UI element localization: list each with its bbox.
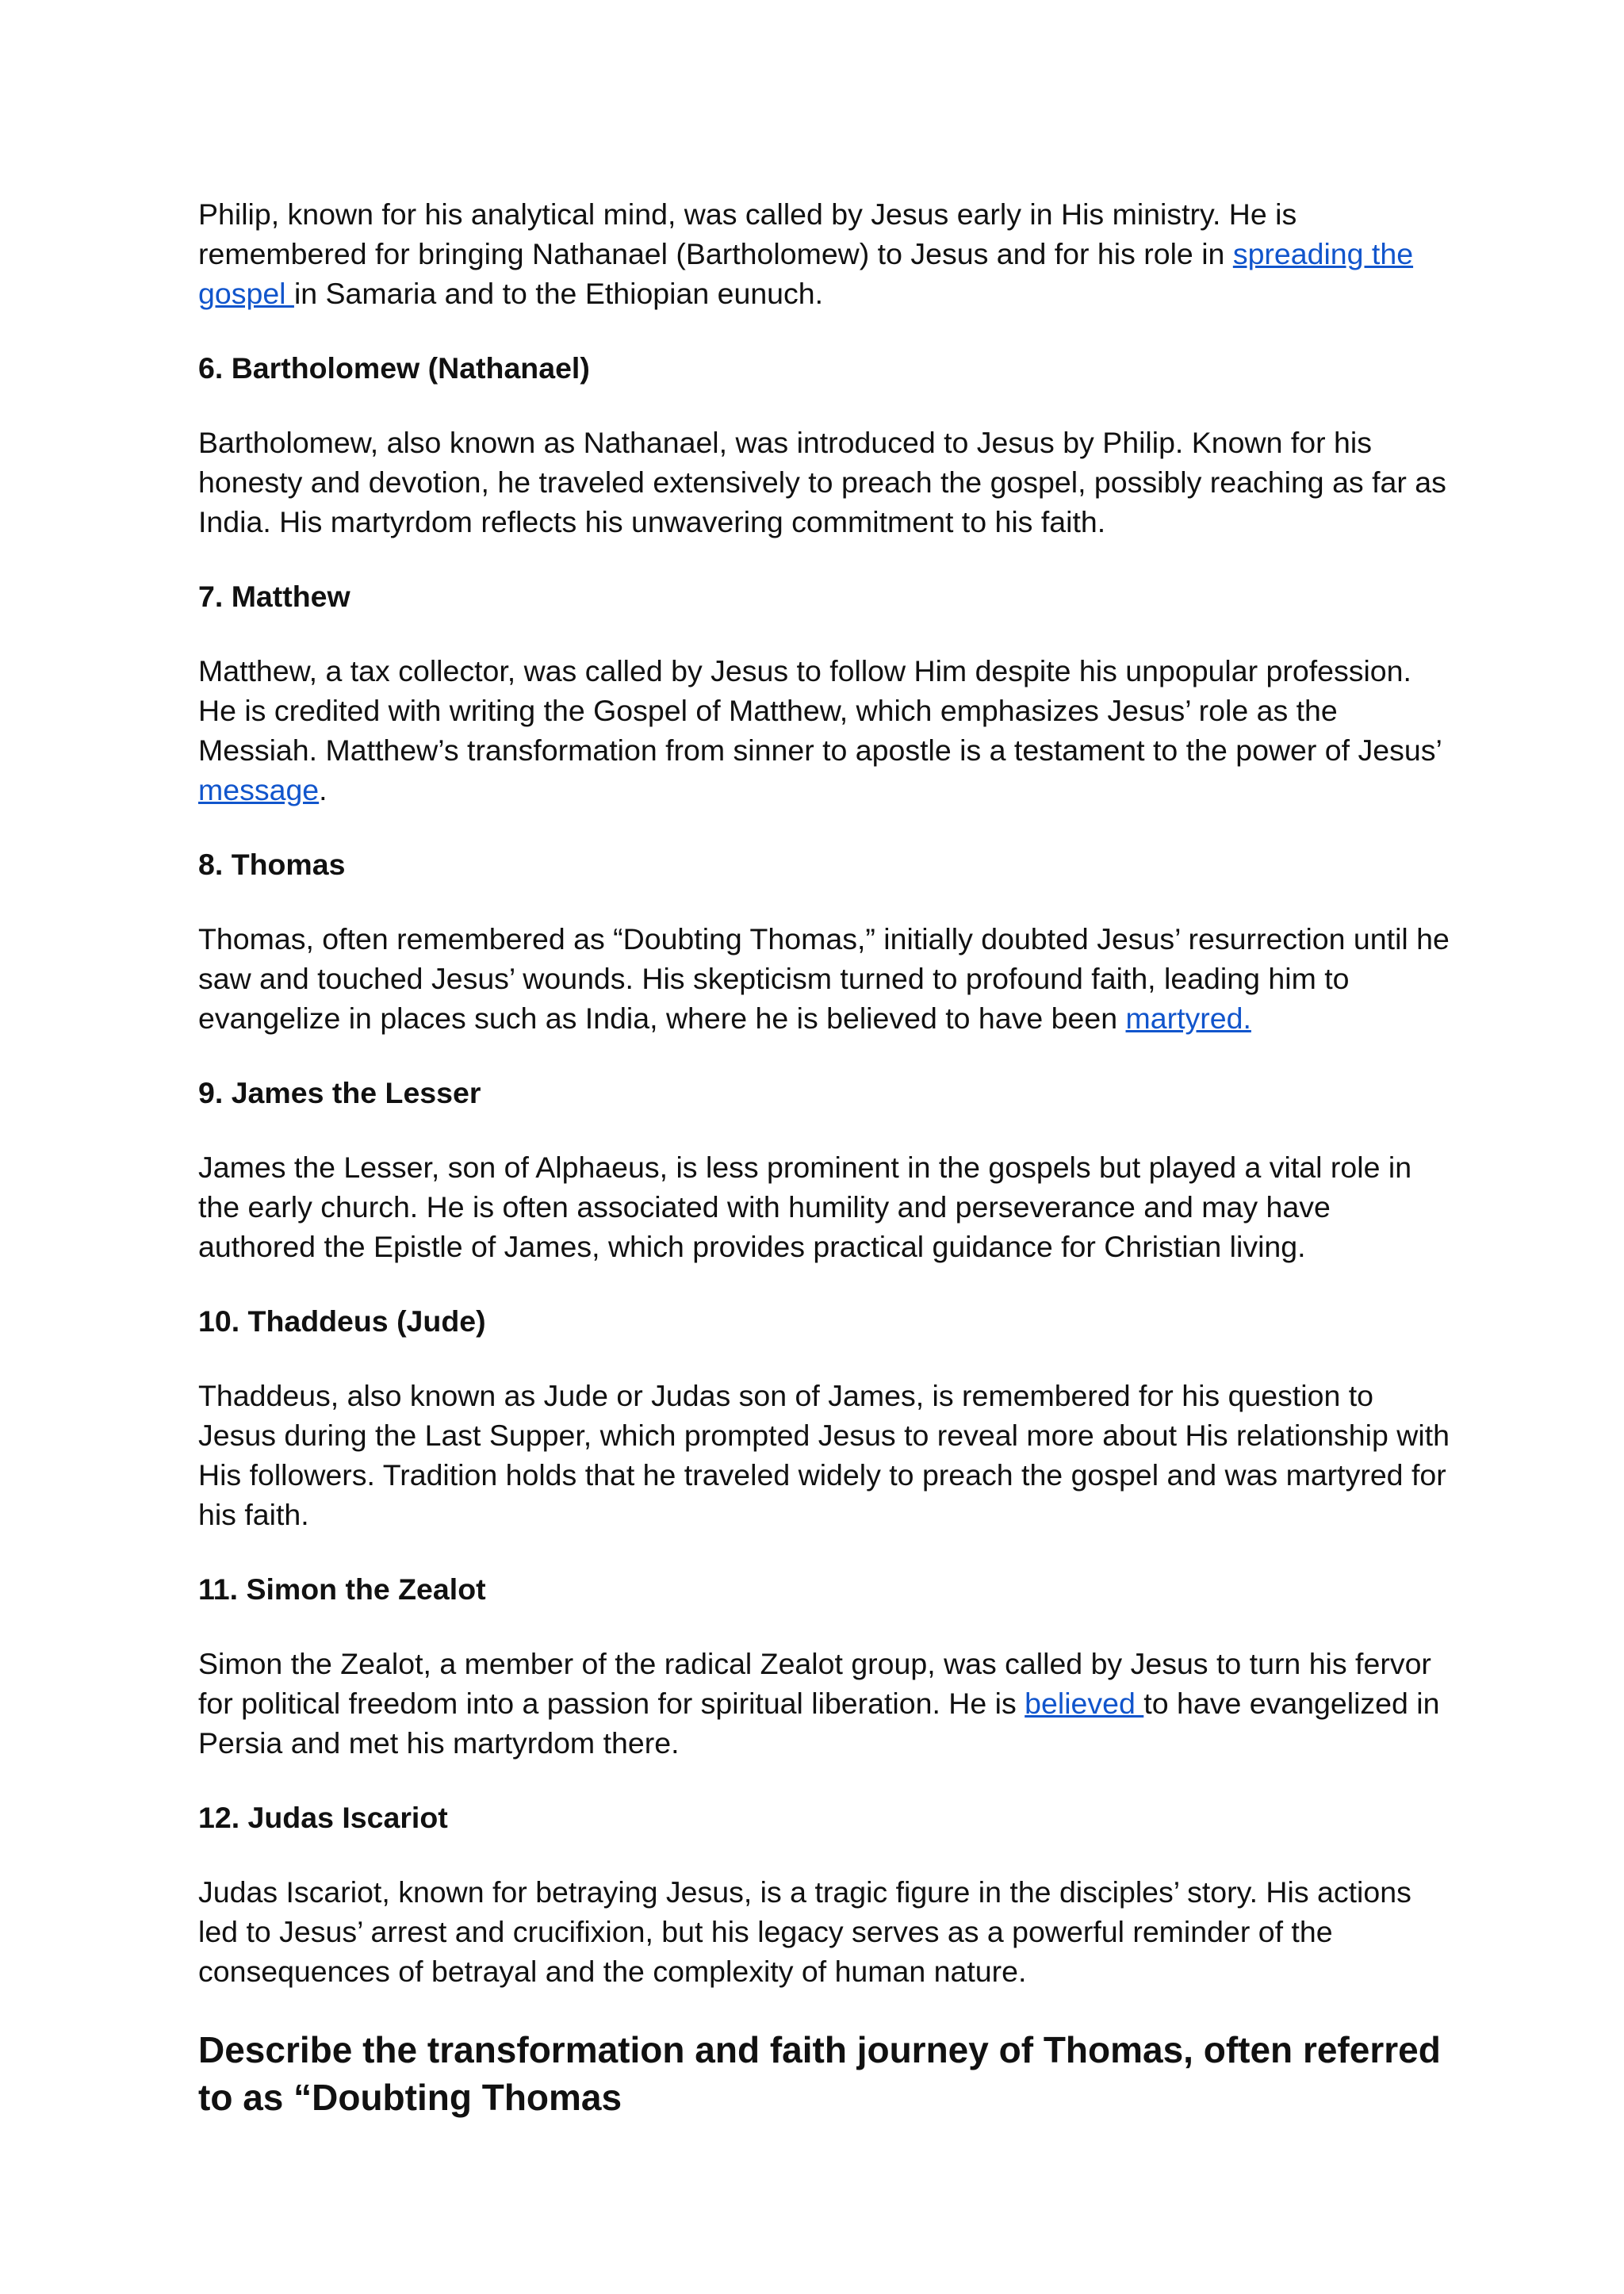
james-the-lesser-paragraph: James the Lesser, son of Alphaeus, is less prominent in the gospels but played a vital role in the early church. He is often associated with humility and perseverance and may have authored the Epistle of James, which provides practical guidance for Christian living. [198, 1151, 1412, 1263]
document-page [198, 194, 1451, 2121]
heading-james-the-lesser: 9. James the Lesser [198, 1076, 481, 1109]
heading-judas-iscariot: 12. Judas Iscariot [198, 1801, 448, 1834]
heading-simon-the-zealot: 11. Simon the Zealot [198, 1572, 486, 1606]
philip-paragraph [198, 194, 1451, 313]
heading-thomas: 8. Thomas [198, 848, 346, 881]
believed-link[interactable]: believed [1025, 1687, 1144, 1720]
heading-bartholomew: 6. Bartholomew (Nathanael) [198, 351, 590, 385]
message-link[interactable]: message [198, 773, 320, 806]
simon-paragraph [198, 1644, 1451, 1763]
matthew-text-pre: Matthew, a tax collector, was called by Jesus to follow Him despite his unpopular profession. He is credited with writing the Gospel of Matthew, which emphasizes Jesus’ role as the Messiah. Matthew’s transformation from sinner to apostle is a testament to the power of Jesus’ [198, 654, 1442, 767]
simon-text-post: to have evangelized in Persia and met his martyrdom there. [198, 1687, 1440, 1760]
closing-section-title: Describe the transformation and faith journey of Thomas, often referred to as “Doubting Thomas [198, 2029, 1441, 2118]
matthew-paragraph [198, 651, 1451, 810]
thaddeus-paragraph: Thaddeus, also known as Jude or Judas son of James, is remembered for his question to Jesus during the Last Supper, which prompted Jesus to reveal more about His relationship with His followers. Tradition holds that he traveled widely to preach the gospel and was martyred for his faith. [198, 1379, 1450, 1531]
bartholomew-paragraph: Bartholomew, also known as Nathanael, was introduced to Jesus by Philip. Known for his honesty and devotion, he traveled extensively to preach the gospel, possibly reaching as far as India. His martyrdom reflects his unwavering commitment to his faith. [198, 426, 1446, 538]
matthew-text-post: . [319, 773, 327, 806]
thomas-text-pre: Thomas, often remembered as “Doubting Thomas,” initially doubted Jesus’ resurrection until he saw and touched Jesus’ wounds. His skepticism turned to profound faith, leading him to evangelize in places such as India, where he is believed to have been [198, 922, 1450, 1035]
heading-matthew: 7. Matthew [198, 580, 350, 613]
martyred-link[interactable]: martyred. [1125, 1001, 1251, 1035]
judas-paragraph: Judas Iscariot, known for betraying Jesus, is a tragic figure in the disciples’ story. His actions led to Jesus’ arrest and crucifixion, but his legacy serves as a powerful reminder of the consequences of betrayal and the complexity of human nature. [198, 1875, 1411, 1988]
heading-thaddeus: 10. Thaddeus (Jude) [198, 1304, 486, 1338]
philip-text-pre: Philip, known for his analytical mind, was called by Jesus early in His ministry. He is remembered for bringing Nathanael (Bartholomew) to Jesus and for his role in [198, 197, 1297, 270]
thomas-paragraph [198, 919, 1451, 1038]
spreading-the-gospel-link[interactable]: spreading the gospel [198, 237, 1414, 310]
simon-text-pre: Simon the Zealot, a member of the radical Zealot group, was called by Jesus to turn his fervor for political freedom into a passion for spiritual liberation. He is [198, 1647, 1431, 1720]
philip-text-post: in Samaria and to the Ethiopian eunuch. [293, 277, 824, 310]
